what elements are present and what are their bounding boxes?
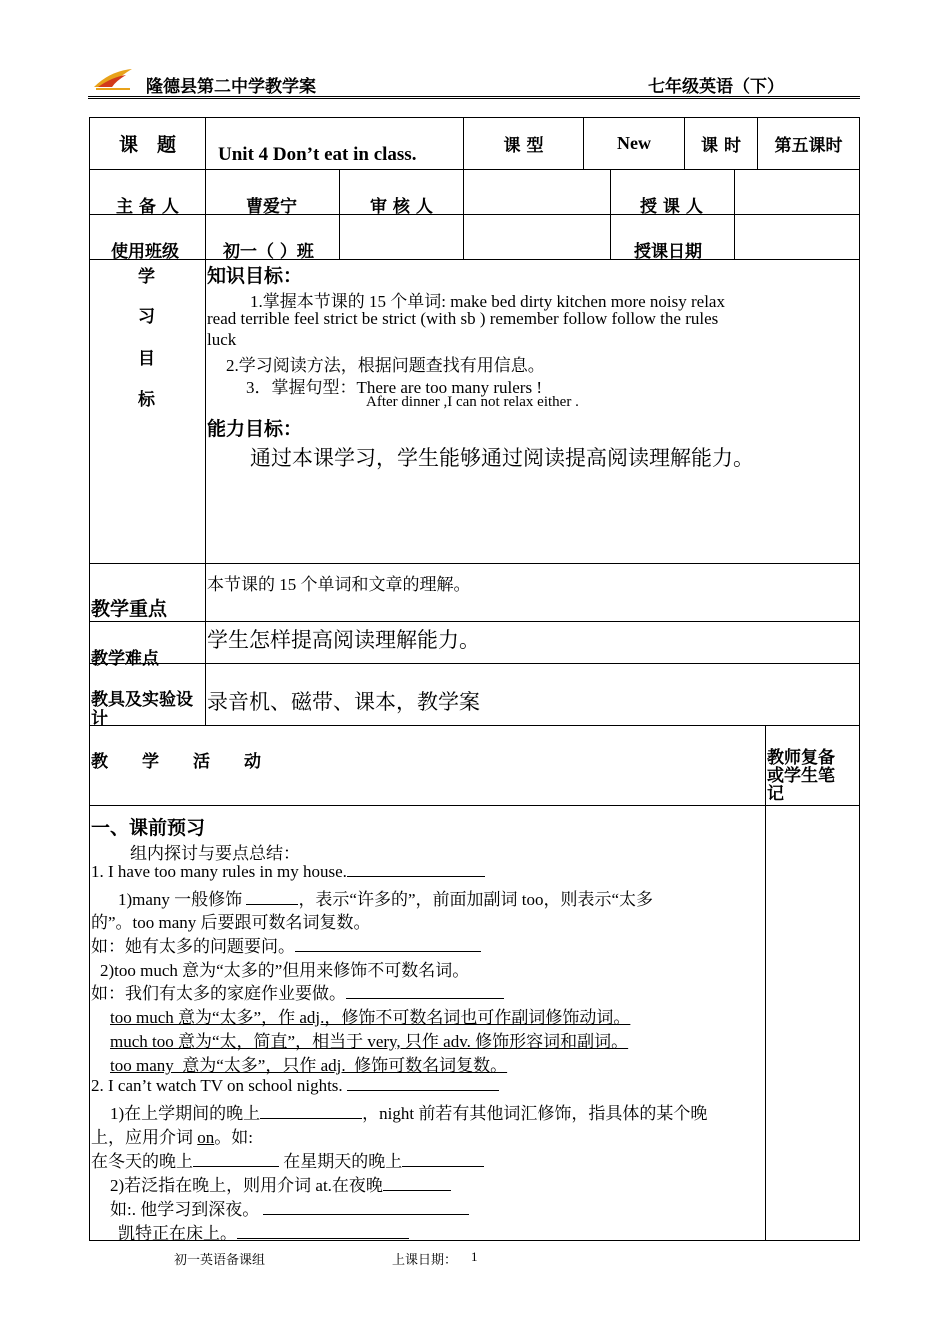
answer-blank[interactable]	[260, 1103, 362, 1119]
preparer-label-cell	[89, 169, 206, 215]
objectives-label-cell	[89, 259, 206, 564]
activities-header-cell	[89, 725, 766, 806]
knowledge-title: 知识目标：	[207, 265, 303, 287]
question-2-note-1-cont: 上，应用介词 on。如:	[91, 1128, 253, 1147]
objectives-content	[205, 259, 860, 564]
header-rule	[88, 96, 860, 97]
knowledge-item-2: 2.学习阅读方法，根据问题查找有用信息。	[226, 356, 545, 375]
objectives-label-char: 目	[138, 349, 155, 369]
objectives-label-char: 习	[138, 307, 155, 327]
knowledge-item-1: 1.掌握本节课的 15 个单词: make bed dirty kitchen more noisy relax	[250, 292, 725, 311]
knowledge-item-3: 3．掌握句型：There are too many rulers !	[246, 378, 542, 397]
usage-note-2: much too 意为“太，简直”，相当于 very, 只作 adv. 修饰形容词和副词。	[110, 1032, 629, 1051]
key-points-label: 教学重点	[91, 598, 168, 620]
preview-title: 一、课前预习	[91, 817, 206, 839]
reviewer-label: 审 核 人	[370, 197, 433, 217]
type-value: New	[583, 117, 685, 170]
answer-blank[interactable]	[347, 861, 485, 877]
date-label-cell	[610, 214, 735, 260]
notes-column[interactable]	[765, 805, 860, 1241]
question-1-note-2: 2)too much 意为“太多的”但用来修饰不可数名词。	[100, 961, 470, 980]
date-label: 授课日期	[634, 242, 702, 262]
empty-cell-b	[463, 214, 611, 260]
question-2-note-2: 2)若泛指在晚上，则用介词 at.在夜晚	[110, 1171, 451, 1196]
topic-value-cell	[205, 117, 464, 170]
knowledge-item-1-end: luck	[207, 330, 237, 349]
reviewer-label-cell	[339, 169, 464, 215]
key-points-cell	[205, 563, 860, 622]
activities-body	[89, 805, 766, 1241]
ability-text: 通过本课学习，学生能够通过阅读提高阅读理解能力。	[250, 446, 754, 470]
notes-header-cell	[765, 725, 860, 806]
question-2-example-2: 如:. 他学习到深夜。	[110, 1195, 469, 1220]
knowledge-item-3-sub: After dinner ,I can not relax either .	[366, 394, 579, 410]
usage-note-3: too many 意为“太多”，只作 adj. 修饰可数名词复数。	[110, 1056, 508, 1075]
key-points-label-cell	[89, 563, 206, 622]
answer-blank[interactable]	[383, 1175, 451, 1191]
notes-label-end: 记	[767, 784, 784, 804]
knowledge-item-1-cont: read terrible feel strict be strict (with sb ) remember follow follow the rules	[207, 309, 719, 328]
activities-label: 教 学 活 动	[91, 752, 261, 772]
difficult-points-cell	[205, 621, 860, 664]
question-1-example-1: 如：她有太多的问题要问。	[91, 932, 481, 957]
objectives-label-char: 标	[138, 390, 155, 410]
footer-group: 初一英语备课组	[174, 1252, 266, 1267]
answer-blank[interactable]	[246, 889, 298, 905]
teacher-label-cell	[610, 169, 735, 215]
question-1-note-1: 1)many 一般修饰 ，表示“许多的”，前面加副词 too，则表示“太多	[118, 890, 654, 909]
topic-value: Unit 4 Don’t eat in class.	[218, 144, 417, 165]
answer-blank[interactable]	[346, 983, 504, 999]
answer-blank[interactable]	[347, 1075, 499, 1091]
question-2: 2. I can’t watch TV on school nights.	[91, 1075, 499, 1096]
usage-note-1: too much 意为“太多”，作 adj.，修饰不可数名词也可作副词修饰动词。	[110, 1008, 631, 1027]
difficult-points-label-cell	[89, 621, 206, 669]
grade-subject: 七年级英语（下）	[648, 77, 784, 97]
school-logo	[92, 67, 134, 93]
class-label: 使用班级	[111, 242, 179, 262]
ability-title: 能力目标：	[207, 418, 303, 440]
question-2-example-1: 在冬天的晚上 在星期天的晚上	[91, 1147, 484, 1172]
difficult-points-label: 教学难点	[91, 649, 159, 669]
key-points-value: 本节课的 15 个单词和文章的理解。	[207, 575, 471, 594]
question-1-example-2: 如：我们有太多的家庭作业要做。	[91, 979, 504, 1004]
preparer-value-cell	[205, 169, 340, 215]
reviewer-value	[463, 169, 611, 215]
objectives-label-char: 学	[138, 267, 155, 287]
header-rule-2	[88, 98, 860, 99]
teacher-label: 授 课 人	[640, 197, 703, 217]
equipment-value: 录音机、磁带、课本，教学案	[207, 690, 480, 714]
preparer-value: 曹爱宁	[246, 197, 297, 217]
date-value	[734, 214, 860, 260]
answer-blank[interactable]	[402, 1151, 484, 1167]
teacher-value	[734, 169, 860, 215]
answer-blank[interactable]	[237, 1223, 409, 1239]
notes-label: 教师复备	[767, 748, 835, 768]
empty-cell-a	[339, 214, 464, 260]
class-value-cell	[205, 214, 340, 260]
school-name: 隆德县第二中学教学案	[146, 77, 316, 97]
class-value: 初一（ ）班	[223, 242, 314, 262]
preparer-label: 主 备 人	[116, 197, 179, 217]
period-value: 第五课时	[757, 117, 860, 170]
question-1-note-1-cont: 的”。too many 后要跟可数名词复数。	[91, 913, 371, 932]
equipment-label-cell	[89, 663, 206, 729]
equipment-label: 教具及实验设	[91, 690, 193, 710]
preview-intro: 组内探讨与要点总结：	[130, 844, 300, 863]
topic-label: 课 题	[89, 117, 206, 170]
question-1: 1. I have too many rules in my house.	[91, 861, 485, 882]
answer-blank[interactable]	[193, 1151, 279, 1167]
class-label-cell	[89, 214, 206, 260]
question-2-example-3: 凯特正在床上。	[118, 1219, 409, 1244]
question-2-note-1: 1)在上学期间的晚上 ，night 前若有其他词汇修饰，指具体的某个晚	[110, 1104, 708, 1123]
footer-date-label: 上课日期：	[392, 1252, 458, 1267]
type-label: 课 型	[463, 117, 584, 170]
answer-blank[interactable]	[295, 936, 481, 952]
answer-blank[interactable]	[263, 1199, 469, 1215]
equipment-label-cont: 计	[91, 709, 108, 729]
notes-label-cont: 或学生笔	[767, 766, 835, 786]
equipment-cell	[205, 663, 860, 726]
period-label: 课 时	[684, 117, 758, 170]
difficult-points-value: 学生怎样提高阅读理解能力。	[207, 628, 480, 652]
page-number: 1	[471, 1249, 478, 1264]
